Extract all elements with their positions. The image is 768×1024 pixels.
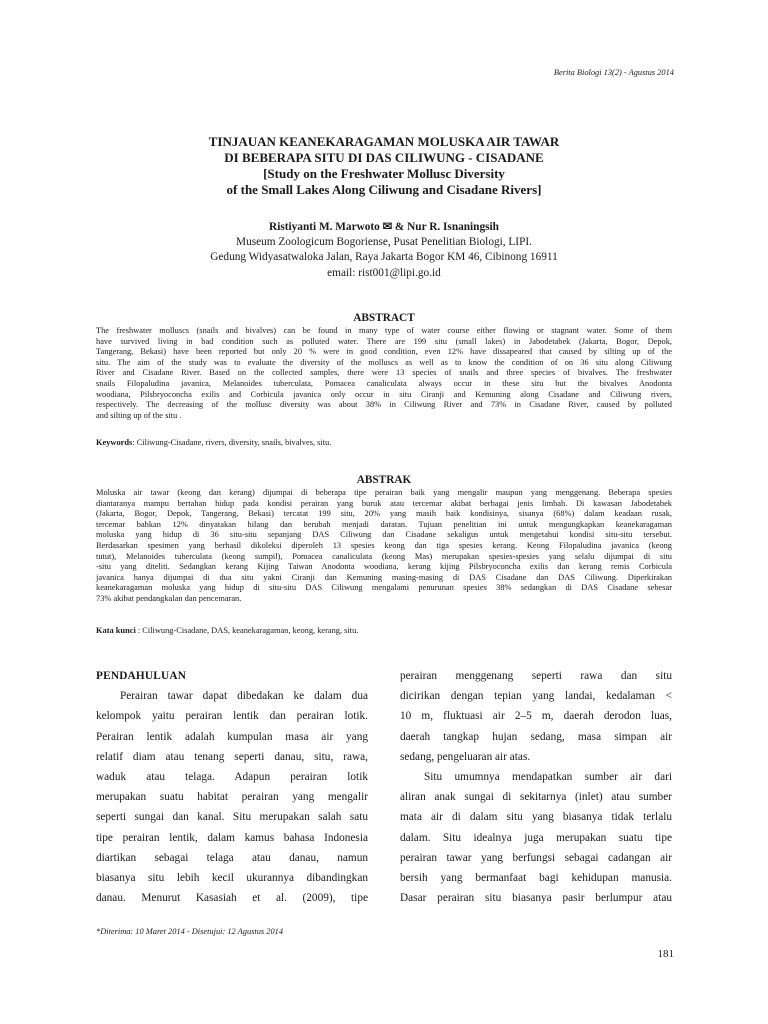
body-line: diartikan sebagai telaga atau danau, namun	[96, 851, 368, 864]
title-line: TINJAUAN KEANEKARAGAMAN MOLUSKA AIR TAWAR	[208, 134, 560, 149]
body-column-right	[400, 666, 672, 908]
title-line: [Study on the Freshwater Mollusc Diversity	[263, 166, 505, 181]
body-line: waduk atau telaga. Adapun perairan lotik	[96, 771, 368, 784]
section-heading-pendahuluan: PENDAHULUAN	[96, 670, 187, 682]
body-line: sedang, pengeluaran air atas.	[400, 750, 531, 763]
body-line: mata air di dalam situ yang biasanya tidak terlalu	[400, 811, 672, 824]
abstract-line: situ. The aim of the study was to evaluate the diversity of the molluscs as well as to know the condition of on 36 situ along Ciliwung	[96, 357, 672, 367]
body-line: danau. Menurut Kasasiah et al. (2009), tipe	[96, 892, 368, 905]
abstrak-line: tutut), Melanoides tuberculata (keong sumpil), Pomacea canaliculata (keong Mas) merupakan spesies-spesies yang selalu dijumpai di situ	[96, 551, 672, 561]
abstrak-heading: ABSTRAK	[356, 474, 412, 486]
abstract-line: Tangerang, Bekasi) have been reported but only 20 % were in good condition, even 12% have dissapeared that caused by silting up of the	[96, 347, 672, 357]
body-line: biasanya situ lebih kecil ukurannya dibandingkan	[96, 872, 368, 885]
abstrak-line: diantaranya mampu bertahan hidup pada kondisi perairan yang buruk atau tercemar akibat berbagai jenis limbah. Di kawasan Jabodetabek	[96, 498, 672, 508]
body-line: dalam. Situ idealnya juga merupakan suatu tipe	[400, 831, 672, 844]
body-line: Situ umumnya mendapatkan sumber air dari	[424, 771, 672, 784]
page-number: 181	[657, 948, 674, 960]
abstrak-line: Berdasarkan spesimen yang berhasil dikoleksi diperoleh 13 spesies keong dan tiga spesies kerang. Keong Filopaludina javanica (keong	[96, 540, 672, 550]
body-line: bersih yang bermanfaat bagi kehidupan manusia.	[400, 872, 672, 885]
kata-kunci-text: : Ciliwung-Cisadane, DAS, keanekaragaman, keong, kerang, situ.	[135, 626, 359, 635]
body-line: Perairan lentik adalah kumpulan masa air yang	[96, 730, 368, 743]
title-line: of the Small Lakes Along Ciliwung and Cisadane Rivers]	[226, 182, 542, 197]
body-line: merupakan suatu habitat perairan yang mengalir	[96, 791, 368, 804]
author-block	[80, 220, 688, 281]
kata-kunci-label: Kata kunci	[96, 626, 136, 635]
abstract-line: and silting up of the situ .	[96, 410, 182, 420]
abstrak-line: (Jakarta, Bogor, Depok, Tangerang, Bekasi) tercatat 199 situ, 20% yang masih baik kondisinya, sisanya (68%) dalam keadaan rusak,	[96, 509, 672, 519]
abstract-line: River and Cisadane River. Based on the collected samples, there were 13 species of snails and three species of bivalves. The freshwater	[96, 368, 672, 378]
abstract-line: respectively. The decreasing of the mollusc diversity was about 38% in Ciliwung River and 73% in Cisadane River, caused by polluted	[96, 400, 672, 410]
footnote: *Diterima: 10 Maret 2014 - Disetujui: 12 Agustus 2014	[96, 927, 284, 936]
address: Gedung Widyasatwaloka Jalan, Raya Jakarta Bogor KM 46, Cibinong 16911	[210, 251, 558, 264]
affiliation: Museum Zoologicum Bogoriense, Pusat Penelitian Biologi, LIPI.	[236, 236, 532, 249]
abstract-line: The freshwater molluscs (snails and bivalves) can be found in many type of water course either flowing or stagnant water. Some of them	[96, 326, 672, 335]
abstract-heading: ABSTRACT	[353, 312, 415, 324]
body-line: dicirikan dengan tepian yang landai, kedalaman <	[400, 690, 672, 703]
abstract-line: woodiana, Pilsbryoconcha exilis and Corbicula javanica only occur in situ Ciranji and Kemuning along Cisadane and Ciliwung rivers,	[96, 389, 672, 399]
author-names: Ristiyanti M. Marwoto ✉ & Nur R. Isnaningsih	[269, 221, 499, 233]
body-line: 10 m, fluktuasi air 2–5 m, daerah derodon luas,	[400, 710, 672, 723]
body-line: relatif diam atau tenang seperti danau, situ, rawa,	[96, 750, 368, 763]
body-line: kelompok yaitu perairan lentik dan perairan lotik.	[96, 710, 368, 723]
running-header: Berita Biologi 13(2) - Agustus 2014	[553, 68, 674, 77]
abstract-line: snails Filopaludina javanica, Melanoides tuberculata, Pomacea canaliculata always occur in these situ but the bivalves Anodonta	[96, 378, 672, 388]
abstrak-line: -situ yang diteliti. Sedangkan kerang Kijing Taiwan Anodonta woodiana, kerang kijing Pilsbryoconcha exilis dan kerang remis Corbicula	[96, 562, 672, 572]
body-line: tipe perairan lentik, dalam kamus bahasa Indonesia	[96, 831, 368, 844]
body-line: daerah tangkap hujan sedang, masa simpan air	[400, 730, 672, 743]
body-line: perairan menggenang seperti rawa dan situ	[400, 670, 672, 682]
abstrak-line: keanekaragaman moluska yang hidup di situ-situ DAS Ciliwung mengalami penurunan spesies 38% sedangkan di DAS Cisadane sebesar	[96, 583, 672, 593]
body-column-left	[96, 666, 368, 908]
abstrak-line: Moluska air tawar (keong dan kerang) dijumpai di beberapa tipe perairan baik yang mengalir maupun yang menggenang. Beberapa spesies	[96, 488, 672, 497]
abstrak-line: 73% akibat pendangkalan dan pencemaran.	[96, 593, 242, 603]
keywords-text: : Ciliwung-Cisadane, rivers, diversity, snails, bivalves, situ.	[132, 438, 332, 447]
abstrak-line: javanica hanya dijumpai di dua situ yakni Ciranji dan Kemuning masing-masing di DAS Cisadane dan DAS Ciliwung. Diperkirakan	[96, 572, 672, 582]
body-line: perairan tawar yang berfungsi sebagai cadangan air	[400, 851, 672, 864]
abstract-text	[96, 326, 672, 421]
kata-kunci	[96, 626, 672, 635]
body-line: Dasar perairan situ biasanya pasir berlumpur atau	[400, 892, 672, 905]
body-line: seperti sungai dan kanal. Situ merupakan salah satu	[96, 811, 368, 824]
article-title	[80, 134, 688, 198]
body-line: Perairan tawar dapat dibedakan ke dalam dua	[120, 690, 368, 703]
abstrak-line: tercemar bahkan 12% dinyatakan hilang dan berubah menjadi daratan. Tujuan penelitian ini untuk mengungkapkan keanekaragaman	[96, 519, 672, 529]
email: email: rist001@lipi.go.id	[327, 266, 441, 279]
keywords-label: Keywords	[96, 438, 133, 447]
abstract-line: have survived living in bad condition such as polluted water. There are 199 situ (small lakes) in Jabodetabek (Jakarta, Bogor, Depok,	[96, 336, 672, 346]
body-line: aliran anak sungai di sekitarnya (inlet) atau sumber	[400, 791, 672, 804]
keywords	[96, 438, 672, 447]
abstrak-line: moluska yang hidup di 36 situ-situ sepanjang DAS Ciliwung dan Cisadane sekaligus untuk mengetahui kondisi situ-situ tersebut.	[96, 530, 672, 540]
abstrak-text	[96, 488, 672, 605]
title-line: DI BEBERAPA SITU DI DAS CILIWUNG - CISADANE	[224, 150, 544, 165]
